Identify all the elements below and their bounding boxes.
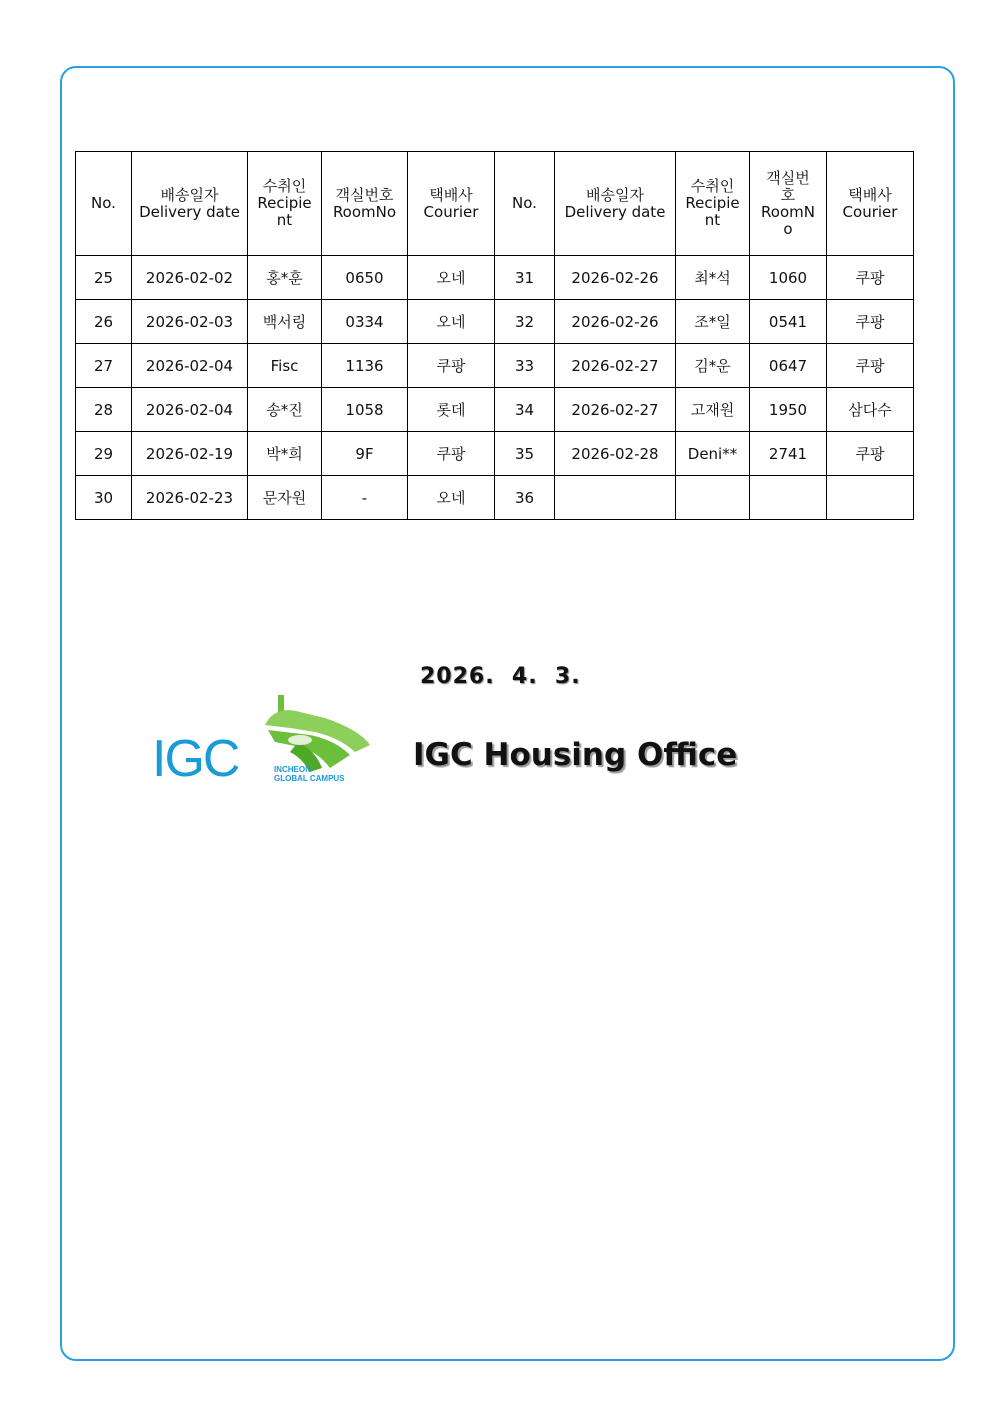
cell-no: 35 [495,432,555,476]
delivery-log-table [75,151,914,520]
cell-courier: 롯데 [408,388,495,432]
cell-recipient: 최*석 [676,256,750,300]
logo-line-global-campus: GLOBAL CAMPUS [274,774,345,783]
cell-courier: 쿠팡 [827,256,914,300]
header-no: No. [495,152,555,256]
igc-logo [150,690,375,785]
cell-date: 2026-02-27 [555,388,676,432]
cell-recipient: 조*일 [676,300,750,344]
cell-date [555,476,676,520]
header-delivery-date: 배송일자 Delivery date [132,152,248,256]
header-courier: 택배사 Courier [408,152,495,256]
cell-no: 30 [76,476,132,520]
header-room-no: 객실번호 RoomNo [750,152,827,256]
table-row [76,388,914,432]
cell-date: 2026-02-26 [555,300,676,344]
cell-no: 33 [495,344,555,388]
cell-courier: 쿠팡 [827,300,914,344]
cell-room [750,476,827,520]
cell-courier: 쿠팡 [827,344,914,388]
cell-date: 2026-02-03 [132,300,248,344]
cell-no: 31 [495,256,555,300]
header-courier: 택배사 Courier [827,152,914,256]
cell-courier: 쿠팡 [827,432,914,476]
cell-no: 29 [76,432,132,476]
header-recipient: 수취인 Recipient [248,152,322,256]
table-row [76,256,914,300]
table-row [76,344,914,388]
header-no: No. [76,152,132,256]
cell-recipient: 고재원 [676,388,750,432]
cell-date: 2026-02-28 [555,432,676,476]
cell-courier: 삼다수 [827,388,914,432]
cell-courier [827,476,914,520]
cell-room: 1058 [322,388,408,432]
cell-room: - [322,476,408,520]
cell-no: 36 [495,476,555,520]
cell-no: 32 [495,300,555,344]
cell-no: 34 [495,388,555,432]
document-date: 2026. 4. 3. [420,664,581,689]
cell-no: 28 [76,388,132,432]
cell-recipient: 송*진 [248,388,322,432]
table-row [76,476,914,520]
cell-room: 0334 [322,300,408,344]
cell-date: 2026-02-27 [555,344,676,388]
cell-courier: 오네 [408,300,495,344]
cell-room: 1136 [322,344,408,388]
cell-room: 1950 [750,388,827,432]
cell-no: 27 [76,344,132,388]
office-name: IGC Housing Office [413,737,738,773]
cell-room: 0650 [322,256,408,300]
cell-date: 2026-02-23 [132,476,248,520]
igc-logo-mark: IGC [152,730,239,785]
cell-no: 26 [76,300,132,344]
cell-recipient [676,476,750,520]
cell-room: 0541 [750,300,827,344]
table-header-row [76,152,914,256]
logo-line-incheon: INCHEON [274,765,311,774]
header-recipient: 수취인 Recipient [676,152,750,256]
cell-courier: 오네 [408,256,495,300]
cell-recipient: Fisc [248,344,322,388]
cell-recipient: 홍*훈 [248,256,322,300]
header-room-no: 객실번호 RoomNo [322,152,408,256]
cell-courier: 쿠팡 [408,432,495,476]
cell-date: 2026-02-19 [132,432,248,476]
cell-date: 2026-02-04 [132,344,248,388]
cell-no: 25 [76,256,132,300]
cell-date: 2026-02-04 [132,388,248,432]
cell-courier: 쿠팡 [408,344,495,388]
cell-recipient: 백서링 [248,300,322,344]
cell-room: 1060 [750,256,827,300]
cell-recipient: Deni** [676,432,750,476]
table-row [76,432,914,476]
cell-room: 2741 [750,432,827,476]
cell-recipient: 김*운 [676,344,750,388]
cell-date: 2026-02-26 [555,256,676,300]
header-delivery-date: 배송일자 Delivery date [555,152,676,256]
campus-building-graphic [265,695,370,772]
cell-recipient: 문자원 [248,476,322,520]
cell-date: 2026-02-02 [132,256,248,300]
cell-courier: 오네 [408,476,495,520]
cell-room: 0647 [750,344,827,388]
cell-recipient: 박*희 [248,432,322,476]
cell-room: 9F [322,432,408,476]
table-row [76,300,914,344]
